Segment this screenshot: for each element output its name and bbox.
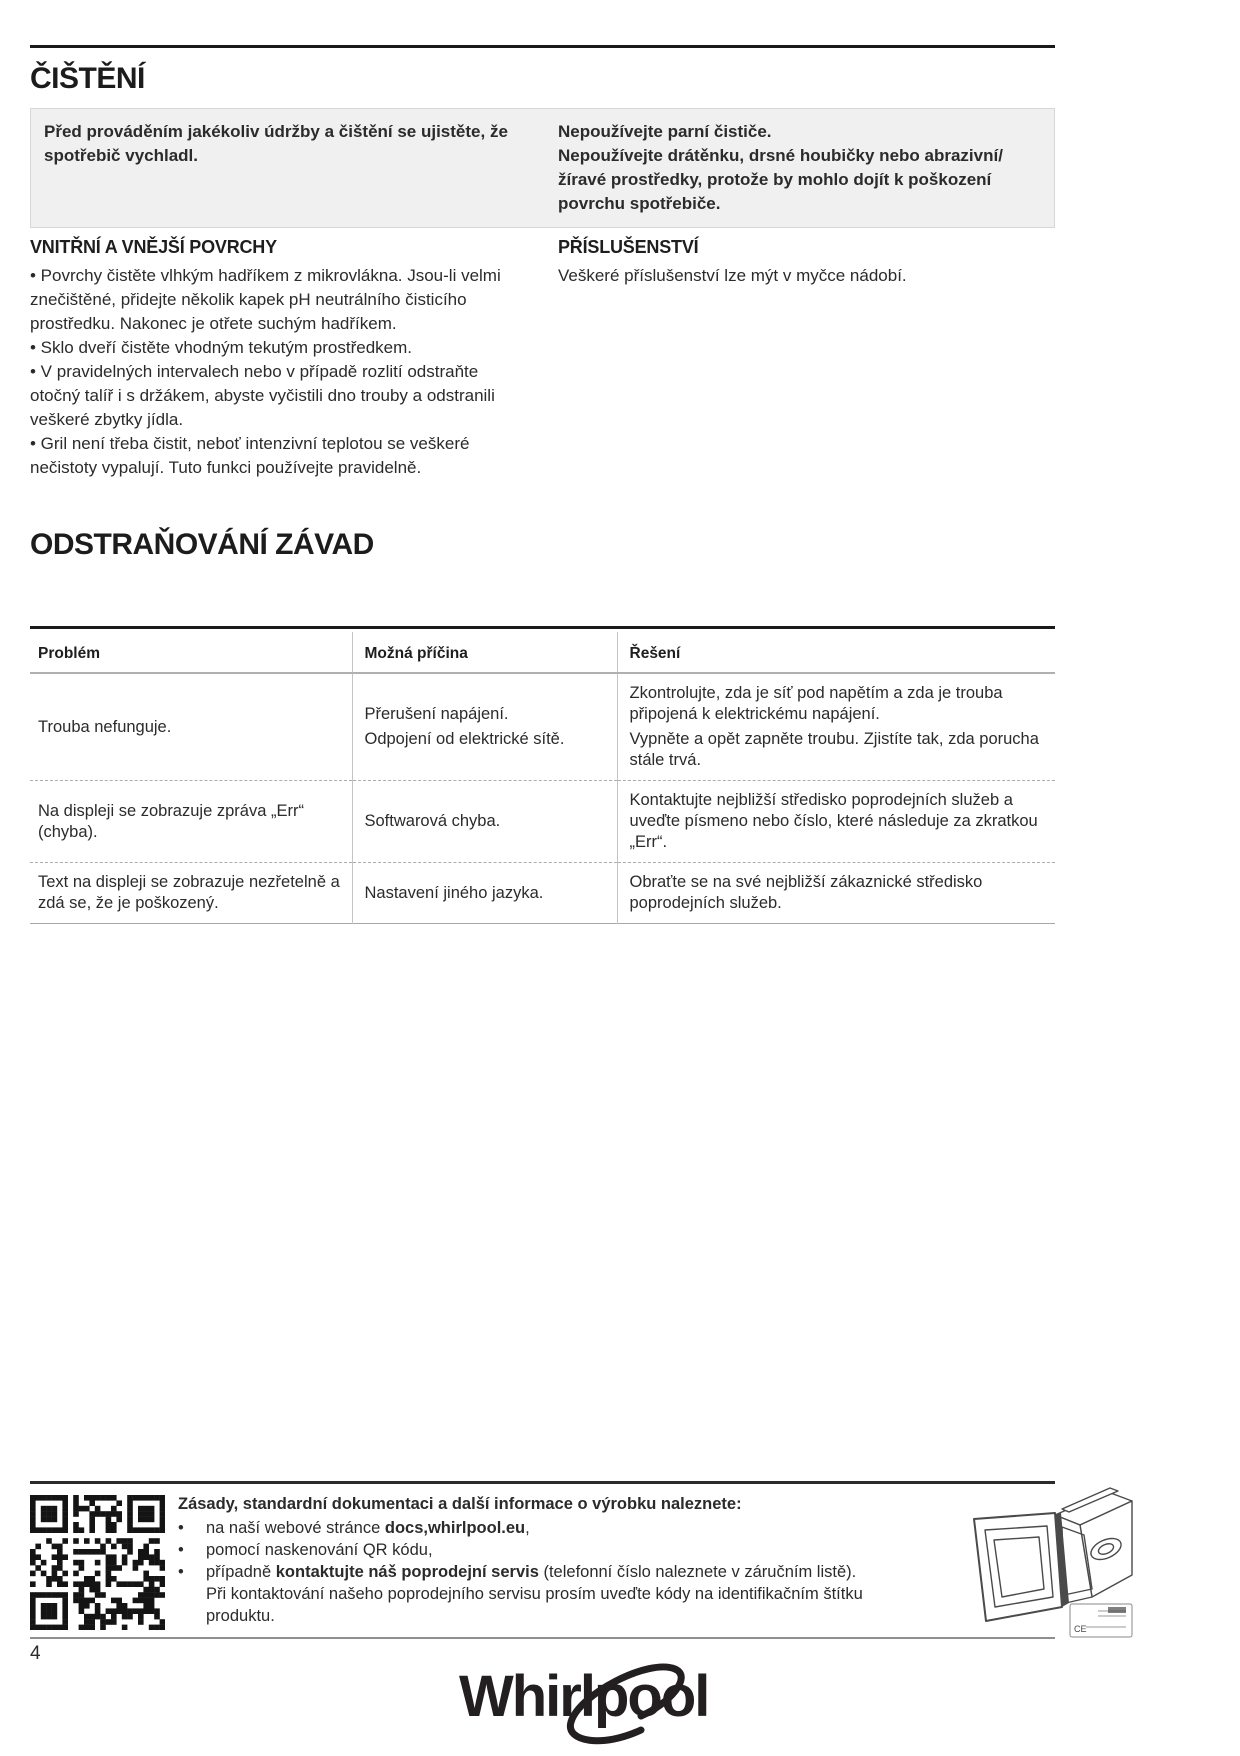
cause-cell <box>352 863 617 924</box>
warning-right-line1: Nepoužívejte parní čističe. <box>558 122 772 141</box>
footer-bullet <box>178 1539 868 1561</box>
footer-top-rule <box>30 1481 1055 1484</box>
warning-right <box>558 120 1041 216</box>
cell-paragraph: Text na displeji se zobrazuje nezřetelně a zdá se, že je poškozený. <box>38 873 340 912</box>
solution-cell <box>617 863 1055 924</box>
table-header-row <box>30 632 1055 673</box>
bullet-text: případně kontaktujte náš poprodejní servis (telefonní číslo naleznete v záručním listě). Při kontaktování našeho poprodejního servisu prosím uveďte kódy na identifikačním štítku produktu. <box>206 1563 863 1625</box>
table-row <box>30 673 1055 781</box>
svg-text:Whirlpool: Whirlpool <box>459 1664 709 1729</box>
qr-code-icon <box>30 1495 165 1630</box>
accessories-text: Veškeré příslušenství lze mýt v myčce nádobí. <box>558 266 907 285</box>
bullet-text: pomocí naskenování QR kódu, <box>206 1541 433 1559</box>
column-header-3: Řešení <box>617 632 1055 673</box>
accessories-section <box>558 237 1055 288</box>
cell-paragraph: Odpojení od elektrické sítě. <box>364 730 565 748</box>
surface-bullet: • Gril není třeba čistit, neboť intenzivní teplotou se veškeré nečistoty vypalují. Tuto funkci používejte pravidelně. <box>30 434 470 477</box>
cell-paragraph: Na displeji se zobrazuje zpráva „Err“ (chyba). <box>38 801 304 841</box>
cell-paragraph: Trouba nefunguje. <box>38 717 172 736</box>
problem-cell <box>30 781 352 863</box>
footer-bottom-rule <box>30 1637 1055 1639</box>
page-number: 4 <box>30 1643 41 1664</box>
accessories-title: PŘÍSLUŠENSTVÍ <box>558 237 699 257</box>
surface-bullet: • V pravidelných intervalech nebo v případě rozlití odstraňte otočný talíř i s držákem, abyste vyčistili dno trouby a odstranili veškeré zbytky jídla. <box>30 362 495 429</box>
bullet-text: na naší webové stránce docs,whirlpool.eu, <box>206 1519 530 1537</box>
cause-cell <box>352 781 617 863</box>
surfaces-title: VNITŘNÍ A VNĚJŠÍ POVRCHY <box>30 237 277 257</box>
bullet-marker: • <box>178 1519 184 1537</box>
warning-left: Před prováděním jakékoliv údržby a čištění se ujistěte, že spotřebič vychladl. <box>44 122 508 165</box>
svg-text:CE: CE <box>1074 1624 1087 1634</box>
footer-info <box>178 1493 868 1627</box>
top-rule <box>30 45 1055 48</box>
surface-bullet: • Povrchy čistěte vlhkým hadříkem z mikrovlákna. Jsou-li velmi znečištěné, přidejte několik kapek pH neutrálního čisticího prostředku. Nakonec je otřete suchým hadříkem. <box>30 266 501 333</box>
cleaning-title: ČIŠTĚNÍ <box>30 62 145 95</box>
table-row <box>30 863 1055 924</box>
whirlpool-logo <box>445 1646 775 1751</box>
solution-cell <box>617 673 1055 781</box>
surfaces-section <box>30 237 522 480</box>
problem-cell <box>30 673 352 781</box>
footer-title: Zásady, standardní dokumentaci a další informace o výrobku naleznete: <box>178 1495 742 1513</box>
troubleshooting-table <box>30 632 1055 924</box>
cell-paragraph: Softwarová chyba. <box>364 812 501 830</box>
cell-paragraph: Přerušení napájení. <box>364 705 509 723</box>
cell-paragraph: Zkontrolujte, zda je síť pod napětím a zda je trouba připojená k elektrickému napájení. <box>629 684 1003 723</box>
table-header <box>30 632 1055 673</box>
cell-paragraph: Vypněte a opět zapněte troubu. Zjistíte tak, zda porucha stále trvá. <box>629 730 1039 769</box>
column-header-2: Možná příčina <box>352 632 617 673</box>
column-header-1: Problém <box>30 632 352 673</box>
footer-bullet <box>178 1517 868 1539</box>
table-row <box>30 781 1055 863</box>
footer-bullet <box>178 1561 868 1627</box>
cell-paragraph: Nastavení jiného jazyka. <box>364 883 544 902</box>
cell-paragraph: Obraťte se na své nejbližší zákaznické středisko poprodejních služeb. <box>629 873 983 912</box>
table-body <box>30 673 1055 924</box>
troubleshooting-title: ODSTRAŇOVÁNÍ ZÁVAD <box>30 528 374 561</box>
bullet-marker: • <box>178 1541 184 1559</box>
surfaces-bullets <box>30 264 522 480</box>
problem-cell <box>30 863 352 924</box>
warning-right-line2: Nepoužívejte drátěnku, drsné houbičky nebo abrazivní/žíravé prostředky, protože by mohlo dojít k poškození povrchu spotřebiče. <box>558 146 1003 213</box>
bullet-marker: • <box>178 1563 184 1581</box>
cleaning-warning-box <box>30 108 1055 228</box>
footer-bullets <box>178 1517 868 1627</box>
troubleshooting-rule <box>30 626 1055 629</box>
cause-cell <box>352 673 617 781</box>
solution-cell <box>617 781 1055 863</box>
cell-paragraph: Kontaktujte nejbližší středisko poprodejních služeb a uveďte písmeno nebo číslo, které následuje za zkratkou „Err“. <box>629 791 1038 851</box>
rating-label <box>1070 1604 1132 1637</box>
microwave-illustration-icon <box>958 1483 1136 1643</box>
surface-bullet: • Sklo dveří čistěte vhodným tekutým prostředkem. <box>30 338 412 357</box>
